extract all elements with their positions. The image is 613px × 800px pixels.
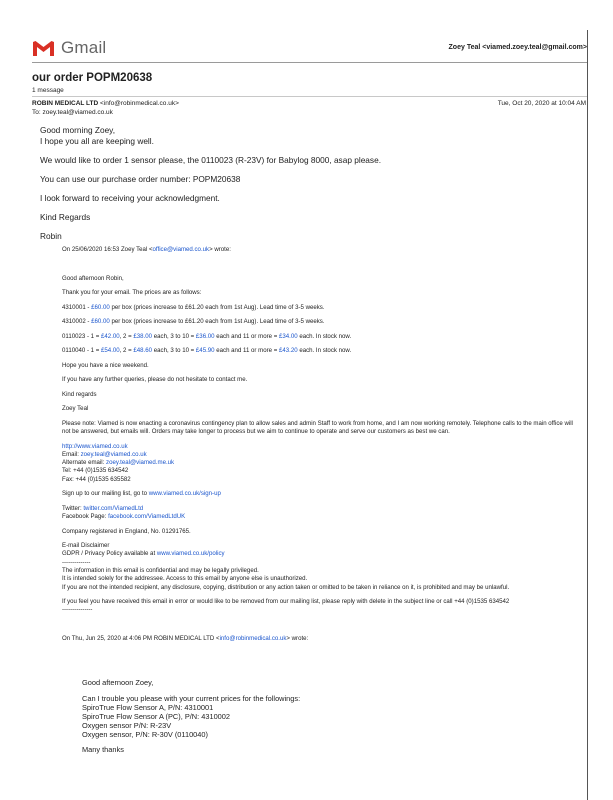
quote-header-email-link[interactable]: office@viamed.co.uk (152, 246, 210, 253)
gmail-wordmark: Gmail (61, 38, 107, 57)
gmail-envelope-icon (32, 40, 55, 57)
price-link[interactable]: £45.90 (195, 347, 215, 355)
price-link[interactable]: £48.60 (133, 347, 153, 355)
thread-subject: our order POPM20638 (32, 72, 153, 84)
facebook-link[interactable]: facebook.com/ViamedLtdUK (108, 513, 186, 521)
signup-line: Sign up to our mailing list, go to www.viamed.co.uk/sign-up (62, 490, 221, 498)
header-divider (32, 62, 587, 63)
disclaimer-block: E-mail Disclaimer GDPR / Privacy Policy available at www.viamed.co.uk/policy -------------- The information in this email is confidential and may be legally privileged. It is intended solely for the addressee. Access to this email by anyone else is unauthorized. If you are not the intended recipient, any disclosure, copying, distribution or any action taken or omitted to be taken in reliance on it, is prohibited and may be unlawful. (62, 542, 510, 591)
quote-notice: Please note: Viamed is now enacting a coronavirus contingency plan to allow sales and admin Staff to work from home, and I am now working remotely. Telephone calls to the main office will not be answered, but emails will. Orders may take longer to process but we aim to continue to operate and serve our customers as best we can. (62, 419, 573, 436)
quoted-reply (62, 246, 582, 650)
price-link[interactable]: £38.00 (133, 332, 153, 340)
product-item: SpiroTrue Flow Sensor A, P/N: 4310001 (82, 702, 214, 712)
gmail-logo[interactable] (32, 38, 106, 58)
price-link[interactable]: £43.20 (278, 347, 298, 355)
message-recipient: To: zoey.teal@viamed.co.uk (32, 109, 113, 116)
body-greeting: Good morning Zoey, I hope you all are keeping well. (40, 125, 154, 146)
body-po-number: You can use our purchase order number: POPM20638 (40, 173, 241, 184)
product-item: SpiroTrue Flow Sensor A (PC), P/N: 4310002 (82, 711, 231, 721)
price-link[interactable]: £60.00 (91, 303, 110, 311)
alt-email-link[interactable]: zoey.teal@viamed.me.uk (106, 459, 175, 467)
fax-line: Fax: +44 (0)1535 635582 (62, 475, 131, 483)
quote-intro: Thank you for your email. The prices are as follows: (62, 289, 202, 297)
email-link[interactable]: zoey.teal@viamed.co.uk (80, 450, 147, 458)
twitter-link[interactable]: twitter.com/ViamedLtd (83, 504, 144, 512)
price-line-4310002: 4310002 - £60.00 per box (prices increase to £61.20 each from 1st Aug). Lead time of 3-5 weeks. (62, 318, 325, 326)
message-body (40, 125, 580, 250)
quote-queries: If you have any further queries, please do not hesitate to contact me. (62, 376, 248, 384)
nested-greeting: Good afternoon Zoey, (82, 678, 154, 687)
signup-link[interactable]: www.viamed.co.uk/sign-up (148, 490, 221, 498)
nested-closing: Many thanks (82, 745, 124, 755)
website-link[interactable]: http://www.viamed.co.uk (62, 442, 128, 450)
body-acknowledgment: I look forward to receiving your acknowledgment. (40, 192, 220, 203)
quote-weekend: Hope you have a nice weekend. (62, 361, 149, 369)
product-item: Oxygen sensor, P/N: R-30V (0110040) (82, 729, 208, 739)
price-link[interactable]: £60.00 (91, 318, 110, 326)
quote-header-2: On Thu, Jun 25, 2020 at 4:06 PM ROBIN MEDICAL LTD <info@robinmedical.co.uk> wrote: (62, 635, 309, 643)
contact-block: http://www.viamed.co.uk Email: zoey.teal@viamed.co.uk Alternate email: zoey.teal@viamed.me.uk Tel: +44 (0)1535 634542 Fax: +44 (0)1535 635582 (62, 442, 175, 483)
price-line-0110023: 0110023 - 1 = £42.00, 2 = £38.00 each, 3 to 10 = £36.00 each and 11 or more = £34.00 each. In stock now. (62, 332, 352, 340)
quote-header: On 25/06/2020 16:53 Zoey Teal <office@viamed.co.uk> wrote: (62, 246, 231, 253)
price-link[interactable]: £54.00 (101, 347, 120, 355)
account-label: Zoey Teal <viamed.zoey.teal@gmail.com> (448, 44, 587, 51)
price-link[interactable]: £34.00 (278, 332, 298, 340)
quote-spacer (62, 260, 582, 268)
removal-notice: If you feel you have received this email in error or would like to be removed from our mailing list, please reply with delete in the subject line or call +44 (0)1535 634542 --------------- (62, 597, 510, 614)
nested-request: Can I trouble you please with your current prices for the followings: SpiroTrue Flow Sensor A, P/N: 4310001 SpiroTrue Flow Sensor A (PC), P/N: 4310002 Oxygen sensor P/N: R-23V Oxygen sensor, P/N: R-30V (0110040) (82, 693, 301, 739)
price-link[interactable]: £42.00 (101, 332, 120, 340)
price-link[interactable]: £36.00 (195, 332, 215, 340)
policy-link[interactable]: www.viamed.co.uk/policy (156, 550, 225, 558)
tel-line: Tel: +44 (0)1535 634542 (62, 467, 129, 475)
quote-header-2-email-link[interactable]: info@robinmedical.co.uk (219, 635, 287, 643)
social-block: Twitter: twitter.com/ViamedLtd Facebook Page: facebook.com/ViamedLtdUK (62, 504, 186, 521)
sender-email: <info@robinmedical.co.uk> (100, 100, 179, 107)
body-regards: Kind Regards (40, 211, 91, 222)
quote-signoff: Zoey Teal (62, 405, 89, 413)
message-sender (32, 100, 179, 107)
price-line-4310001: 4310001 - £60.00 per box (prices increase to £61.20 each from 1st Aug). Lead time of 3-5 weeks. (62, 303, 325, 311)
quote-spacer (62, 621, 582, 629)
gmail-header (32, 38, 587, 62)
sender-name: ROBIN MEDICAL LTD (32, 100, 99, 107)
company-registration: Company registered in England, No. 01291765. (62, 527, 191, 535)
body-order-request: We would like to order 1 sensor please, the 0110023 (R-23V) for Babylog 8000, asap please. (40, 154, 381, 165)
body-signature: Robin (40, 230, 62, 241)
thread-divider (32, 96, 587, 97)
nested-quote (82, 679, 582, 762)
price-line-0110040: 0110040 - 1 = £54.00, 2 = £48.60 each, 3 to 10 = £45.90 each and 11 or more = £43.20 each. In stock now. (62, 347, 352, 355)
quote-regards: Kind regards (62, 390, 97, 398)
page-edge-line (587, 30, 588, 800)
message-date: Tue, Oct 20, 2020 at 10:04 AM (497, 100, 586, 107)
message-count: 1 message (32, 87, 64, 94)
product-item: Oxygen sensor P/N: R-23V (82, 720, 172, 730)
quote-greeting: Good afternoon Robin, (62, 274, 124, 282)
